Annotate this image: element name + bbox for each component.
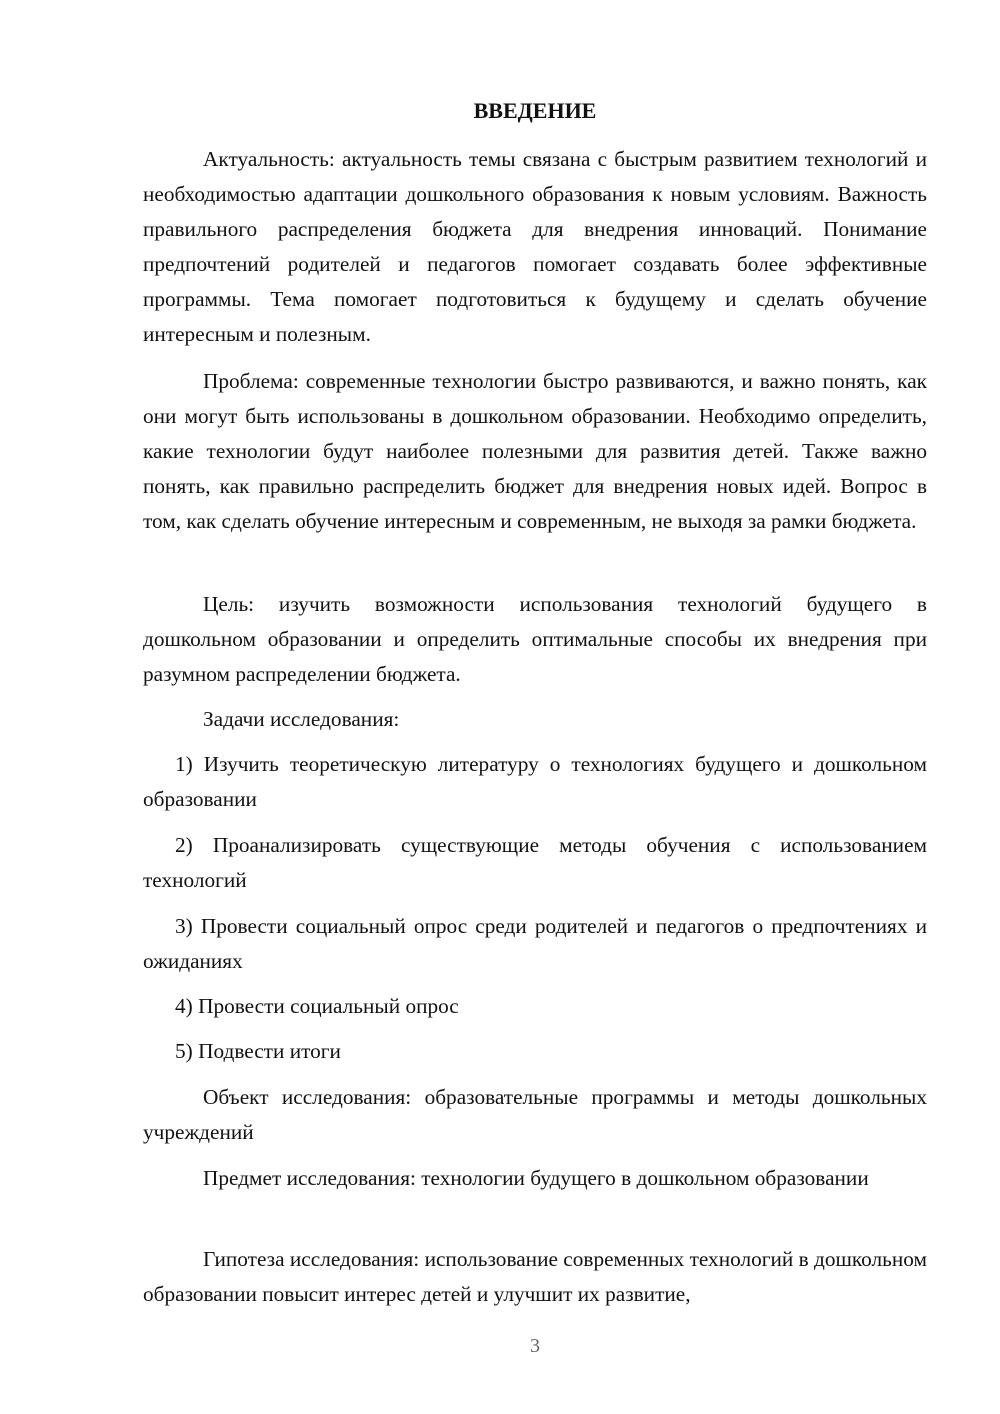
task-item-1: 1) Изучить теоретическую литературу о технологиях будущего и дошкольном образовании	[143, 752, 927, 811]
document-page	[143, 0, 927, 1414]
paragraph-object: Объект исследования: образовательные программы и методы дошкольных учреждений	[143, 1085, 927, 1144]
paragraph-problem: Проблема: современные технологии быстро развиваются, и важно понять, как они могут быть использованы в дошкольном образовании. Необходимо определить, какие технологии будут наиболее полезными для развития детей. Также важно понять, как правильно распределить бюджет для внедрения новых идей. Вопрос в том, как сделать обучение интересным и современным, не выходя за рамки бюджета.	[143, 369, 927, 533]
paragraph-hypothesis: Гипотеза исследования: использование современных технологий в дошкольном образовании повысит интерес детей и улучшит их развитие,	[143, 1247, 927, 1306]
tasks-heading: Задачи исследования:	[203, 707, 400, 731]
section-title: ВВЕДЕНИЕ	[473, 98, 597, 123]
task-item-4: 4) Провести социальный опрос	[175, 994, 459, 1018]
task-item-3: 3) Провести социальный опрос среди родителей и педагогов о предпочтениях и ожиданиях	[143, 914, 927, 973]
paragraph-subject: Предмет исследования: технологии будущего в дошкольном образовании	[203, 1166, 869, 1190]
paragraph-relevance: Актуальность: актуальность темы связана с быстрым развитием технологий и необходимостью адаптации дошкольного образования к новым условиям. Важность правильного распределения бюджета для внедрения инноваций. Понимание предпочтений родителей и педагогов помогает создавать более эффективные программы. Тема помогает подготовиться к будущему и сделать обучение интересным и полезным.	[143, 147, 927, 346]
task-item-5: 5) Подвести итоги	[175, 1039, 341, 1063]
paragraph-goal: Цель: изучить возможности использования технологий будущего в дошкольном образовании и определить оптимальные способы их внедрения при разумном распределении бюджета.	[143, 592, 927, 686]
task-item-2: 2) Проанализировать существующие методы обучения с использованием технологий	[143, 833, 927, 892]
page-number: 3	[530, 1335, 540, 1357]
